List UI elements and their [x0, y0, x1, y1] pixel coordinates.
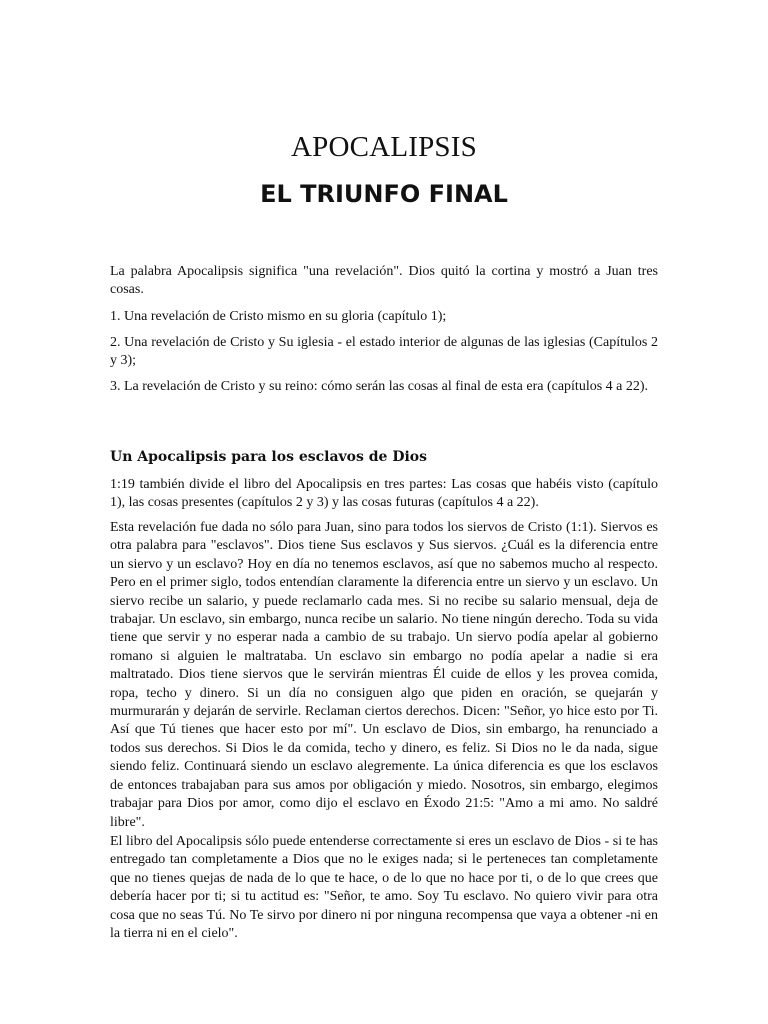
- list-item: 2. Una revelación de Cristo y Su iglesia - el estado interior de algunas de las iglesias (Capítulos 2 y 3);: [110, 335, 658, 369]
- document-title: APOCALIPSIS: [291, 131, 477, 163]
- intro-paragraph: La palabra Apocalipsis significa "una revelación". Dios quitó la cortina y mostró a Juan tres cosas.: [110, 264, 658, 298]
- section-heading: Un Apocalipsis para los esclavos de Dios: [110, 449, 428, 465]
- document-subtitle: EL TRIUNFO FINAL: [260, 180, 508, 208]
- body-paragraph: 1:19 también divide el libro del Apocalipsis en tres partes: Las cosas que habéis visto (capítulo 1), las cosas presentes (capítulos 2 y 3) y las cosas futuras (capítulos 4 a 22).: [110, 477, 658, 511]
- body-paragraph: Esta revelación fue dada no sólo para Juan, sino para todos los siervos de Cristo (1:1). Siervos es otra palabra para "esclavos". Dios tiene Sus esclavos y Sus siervos. ¿Cuál es la diferencia entre un siervo y un esclavo? Hoy en día no tenemos esclavos, así que no sabemos mucho al respecto. Pero en el primer siglo, todos entendían claramente la diferencia entre un siervo y un esclavo. Un siervo recibe un salario, y puede reclamarlo cada mes. Si no recibe su salario mensual, deja de trabajar. Un esclavo, sin embargo, nunca recibe un salario. No tiene ningún derecho. Toda su vida tiene que servir y no esperar nada a cambio de su trabajo. Un siervo podía apelar al gobierno romano si alguien le maltrataba. Un esclavo sin embargo no podía apelar a nadie si era maltratado. Dios tiene siervos que le servirán mientras Él cuide de ellos y les provea comida, ropa, techo y dinero. Si un día no consiguen algo que piden en oración, se quejarán y murmurarán y dejarán de servirle. Reclaman ciertos derechos. Dicen: "Señor, yo hice esto por Ti. Así que Tú tienes que hacer esto por mí". Un esclavo de Dios, sin embargo, ha renunciado a todos sus derechos. Si Dios le da comida, techo y dinero, es feliz. Si Dios no le da nada, sigue siendo feliz. Continuará siendo un esclavo alegremente. La única diferencia es que los esclavos de entonces trabajaban para sus amos por obligación y miedo. Nosotros, sin embargo, elegimos trabajar para Dios por amor, como dijo el esclavo en Éxodo 21:5: "Amo a mi amo. No saldré libre".: [110, 520, 658, 830]
- body-paragraph: El libro del Apocalipsis sólo puede entenderse correctamente si eres un esclavo de Dios - si te has entregado tan completamente a Dios que no le exiges nada; si le perteneces tan completamente que no tienes quejas de nada de lo que te hace, o de lo que no hace por ti, o de lo que crees que debería hacer por ti; si tu actitud es: "Señor, te amo. Soy Tu esclavo. No quiero vivir para otra cosa que no seas Tú. No Te sirvo por dinero ni por ninguna recompensa que vaya a obtener -ni en la tierra ni en el cielo".: [110, 834, 658, 942]
- list-item: 1. Una revelación de Cristo mismo en su gloria (capítulo 1);: [110, 309, 447, 324]
- list-item: 3. La revelación de Cristo y su reino: cómo serán las cosas al final de esta era (capítulos 4 a 22).: [110, 379, 649, 394]
